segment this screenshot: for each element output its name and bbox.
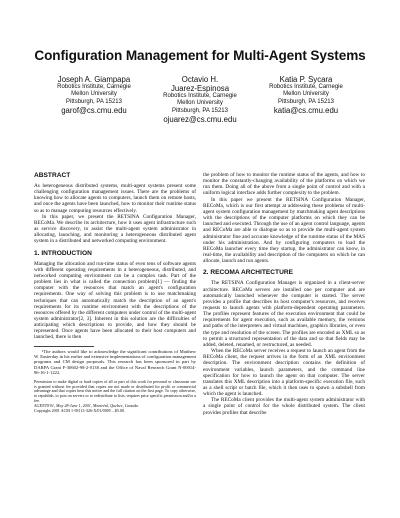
author-name-cont: Juarez-Espinosa <box>170 84 230 93</box>
author-block <box>256 75 356 115</box>
author-name: Octavio H. <box>181 75 219 84</box>
body-paragraph: When the RECoMa server receives a request to launch an agent from the RECoMa client, the request arrives in the form of an XML environment description. The environment description contains the definition of environment variables, launch parameters, and the command line specification for how to launch the agent on that computer. The server translates this XML description into a platform-specific execution file, such as a shell script or batch file, which it then uses to spawn a subshell from which the agent is launched. <box>203 348 365 398</box>
abstract-paragraph: In this paper, we present the RETSINA Configuration Manager, RECoMa. We describe its architecture, how it uses agent infrastructure such as service discovery, to assist the multi-agent system administrator in allocating, launching, and monitoring a heterogeneous distributed agent system in a distributed and networked computing environment. <box>34 213 196 245</box>
permission-notice <box>34 380 196 414</box>
author-affiliation: Robotics Institute, Carnegie <box>163 93 237 99</box>
author-affiliation: Robotics Institute, Carnegie <box>57 84 131 90</box>
footnote-divider <box>34 346 94 347</box>
author-affiliation: Robotics Institute, Carnegie <box>269 84 343 90</box>
copyright-line: Copyright 2001 ACM 1-58113-326-X/01/0005 ...$5.00. <box>34 408 126 414</box>
author-affiliation: Pittsburgh, PA 15213 <box>172 107 228 114</box>
body-paragraph: The RECoMa client provides the multi-agent system administrator with a single point of control for the whole distributed system. The client provides profiles that describe <box>203 397 365 416</box>
left-column <box>34 172 196 414</box>
author-email[interactable]: garof@cs.cmu.edu <box>61 106 127 116</box>
author-email[interactable]: katia@cs.cmu.edu <box>273 106 339 116</box>
author-affiliation: Mellon University <box>177 100 223 107</box>
section-heading: 2. RECOMA ARCHITECTURE <box>203 269 293 277</box>
abstract-heading: ABSTRACT <box>34 172 71 179</box>
author-affiliation: Pittsburgh, PA 15213 <box>66 98 122 105</box>
body-paragraph: In this paper we present the RETSINA Configuration Manager, RECoMa, which is our first attempt at addressing these problems of multi-agent system configuration management by matchmaking agent descriptions with the descriptions of the computer platforms on which they can be launched and executed. Through the use of an agent control language, agents and RECoMa are able to dialogue so as to provide the multi-agent system administrator fine and accurate knowledge of the runtime status of the MAS under his administration. And by configuring computers to load the RECoMa launcher every time they startup, the administrator can know, in real-time, the availability and description of the computers on which he can allocate, launch and run agents. <box>203 196 365 265</box>
venue-line: AGENTS'01, May 28-June 1, 2001, Montréal, Quebec, Canada. <box>34 403 139 409</box>
author-block <box>150 75 250 124</box>
footnote: ¹The authors would like to acknowledge the significant contributions of Matthew W. Easterday in his earlier and extensive implementations of configuration management programs and CM design proposals. This research has been sponsored in part by DARPA Grant F-30602-98-2-0138 and the Office of Naval Research Grant N-00014-96-16-1-1222. <box>34 348 196 376</box>
author-name: Katia P. Sycara <box>279 75 333 84</box>
author-email[interactable]: ojuarez@cs.cmu.edu <box>163 115 237 125</box>
body-paragraph: the problem of how to monitor the runtime status of the agents, and how to monitor the constantly-changing availability of the platforms on which we run them. Doing all of the above from a single point of control and with a uniform logical interface adds further complexity to the problem. <box>203 172 365 197</box>
section-heading: 1. INTRODUCTION <box>34 249 92 257</box>
paper-title: Configuration Management for Multi-Agent Systems <box>34 48 366 63</box>
author-affiliation: Mellon University <box>283 91 329 98</box>
right-column <box>203 172 365 416</box>
author-affiliation: Mellon University <box>71 91 117 98</box>
author-affiliation: Pittsburgh, PA 15213 <box>278 98 334 105</box>
author-name: Joseph A. Giampapa <box>57 75 131 84</box>
body-paragraph: Managing the allocation and run-time status of even tens of software agents with different operating requirements in a heterogeneous, distributed, and networked computing environment can be a complex task. Part of the problem lies in what is called the connection problem[1] — finding the computer with the resources that match an agent's configuration requirements. One way of solving this problem is to use matchmaking techniques that can automatically match the description of an agent's requirements for its runtime environment with the descriptions of the resources offered by the different computers under control of the multi-agent system administrator[2, 3]. Inherent in this solution are the difficulties of anticipating which descriptions to provide, and how they should be represented. Once agents have been allocated to their host computers and launched, there is then <box>34 260 196 341</box>
permission-text: Permission to make digital or hard copies of all or part of this work for personal or classroom use is granted without fee provided that copies are not made or distributed for profit or commercial advantage and that copies bear this notice and the full citation on the first page. To copy otherwise, to republish, to post on servers or to redistribute to lists, requires prior specific permission and/or a fee. <box>34 378 196 404</box>
abstract-paragraph: As heterogeneous distributed systems, multi-agent systems present some challenging configuration management issues. There are the problems of knowing how to allocate agents to computers, launch them on remote hosts, and once the agents have been launched, how to monitor their runtime status so as to manage computing resources effectively. <box>34 183 196 214</box>
body-paragraph: The RETSINA Configuration Manager is organized in a client-server architecture. RECoMa servers are installed one per computer and are automatically launched whenever the computer is started. The server provides a profile that describes its host computer's resources, and receives requests to launch agents with platform-dependent operating parameters. The profiles represent features of the execution environment that could be requirements for agent execution, such as available memory, the versions and paths of the interpreters and virtual machines, graphics libraries, or even the type and resolution of the screen. The profiles are encoded as XML so as to permit a structured representation of the data and so that fields may be added, deleted, renamed, or restructured, as needed. <box>203 280 365 348</box>
author-block <box>44 75 144 115</box>
